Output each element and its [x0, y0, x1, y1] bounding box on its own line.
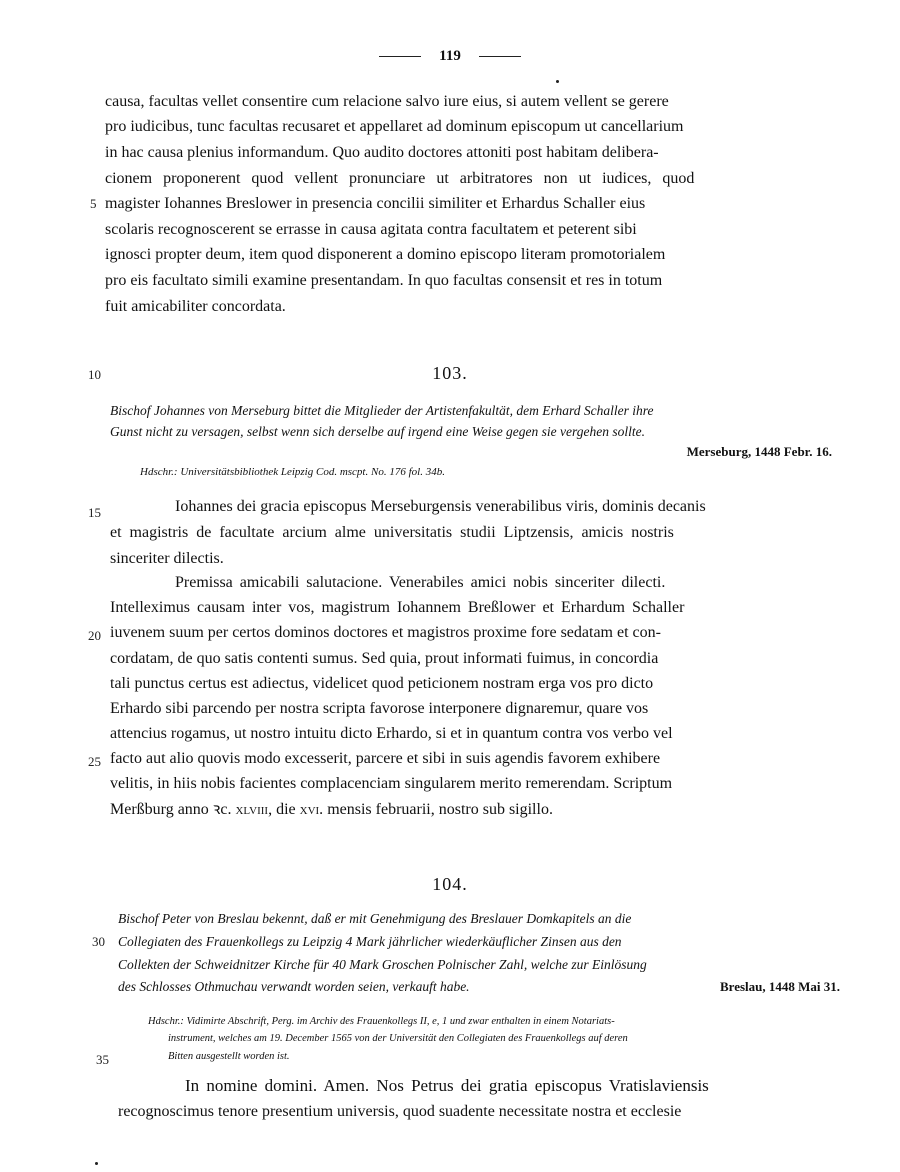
ink-speck — [95, 1162, 98, 1165]
page-header — [0, 48, 900, 65]
regest-line: des Schlosses Othmuchau verwandt worden seien, verkauft habe. — [118, 979, 470, 994]
ink-speck — [556, 80, 559, 83]
text-line: sinceriter dilectis. — [110, 550, 224, 567]
header-rule-right — [479, 56, 521, 57]
source-note: Hdschr.: Universitätsbibliothek Leipzig Cod. mscpt. No. 176 fol. 34b. — [140, 466, 445, 478]
text-line: iuvenem suum per certos dominos doctores et magistros proxime fore sedatam et con- — [110, 624, 661, 641]
text-line: Iohannes dei gracia episcopus Merseburgensis venerabilibus viris, dominis decanis — [175, 498, 706, 515]
header-rule-left — [379, 56, 421, 57]
text-line: causa, facultas vellet consentire cum relacione salvo iure eius, si autem vellent se gerere — [105, 93, 669, 110]
regest-line: Collegiaten des Frauenkollegs zu Leipzig 4 Mark jährlicher wiederkäuflicher Zinsen aus den — [118, 934, 622, 949]
text-line: pro iudicibus, tunc facultas recusaret et appellaret ad dominum episcopum ut cancellarium — [105, 118, 684, 135]
source-note: Hdschr.: Vidimirte Abschrift, Perg. im Archiv des Frauenkollegs II, e, 1 und zwar enthalten in einem Notariats- — [148, 1016, 615, 1027]
document-number-104: 104. — [432, 874, 468, 894]
regest-line: Collekten der Schweidnitzer Kirche für 40 Mark Groschen Polnischer Zahl, welche zur Einlösung — [118, 957, 647, 972]
text-line: velitis, in hiis nobis facientes complacenciam singularem merito remerendam. Scriptum — [110, 775, 673, 792]
regest-line: Gunst nicht zu versagen, selbst wenn sich derselbe auf irgend eine Weise gegen sie vergehen sollte. — [110, 424, 646, 439]
closing-middle: , die — [268, 801, 296, 818]
closing-prefix: Merßburg anno ꝛc. — [110, 801, 232, 818]
closing-year: xlviii — [235, 801, 269, 818]
text-line: pro eis facultato simili examine presentandam. In quo facultas consensit et res in totum — [105, 272, 663, 289]
line-number: 15 — [88, 505, 101, 520]
line-number: 10 — [88, 367, 101, 382]
text-line: scolaris recognoscerent se errasse in causa agitata contra facultatem et peterent sibi — [105, 221, 637, 238]
text-line: Erhardo sibi parcendo per nostra scripta favorose interponere dignaremur, quare vos — [110, 700, 649, 717]
text-line: facto aut alio quovis modo excesserit, parcere et sibi in suis agendis favorem exhibere — [110, 750, 661, 767]
line-number: 35 — [96, 1052, 109, 1067]
text-line: magister Iohannes Breslower in presencia concilii similiter et Erhardus Schaller eius — [105, 195, 646, 212]
line-number: 30 — [92, 934, 105, 949]
closing-line — [110, 800, 553, 820]
line-number: 20 — [88, 628, 101, 643]
text-line: recognoscimus tenore presentium universis, quod suadente necessitate nostra et ecclesie — [118, 1103, 682, 1120]
text-line: attencius rogamus, ut nostro intuitu dicto Erhardo, si et in quantum contra vos verbo vel — [110, 725, 673, 742]
document-date: Breslau, 1448 Mai 31. — [719, 979, 840, 994]
text-line: fuit amicabiliter concordata. — [105, 298, 286, 315]
closing-day: xvi. — [299, 801, 324, 818]
line-number: 25 — [88, 754, 101, 769]
page-number: 119 — [439, 48, 461, 64]
text-line: Intelleximus causam inter vos, magistrum Iohannem Breßlower et Erhardum Schaller — [110, 599, 685, 616]
regest-line: Bischof Peter von Breslau bekennt, daß er mit Genehmigung des Breslauer Domkapitels an die — [118, 911, 632, 926]
document-date: Merseburg, 1448 Febr. 16. — [686, 444, 832, 459]
document-number-103: 103. — [432, 363, 468, 383]
source-note: instrument, welches am 19. December 1565 von der Universität den Collegiaten des Frauenkollegs auf deren — [168, 1033, 628, 1044]
closing-suffix: mensis februarii, nostro sub sigillo. — [327, 801, 553, 818]
source-note: Bitten ausgestellt worden ist. — [168, 1051, 290, 1062]
text-line: tali punctus certus est adiectus, videlicet quod peticionem nostram erga vos pro dicto — [110, 675, 654, 692]
text-line: ignosci propter deum, item quod disponerent a domino episcopo literam promotorialem — [105, 246, 666, 263]
text-line: Premissa amicabili salutacione. Venerabiles amici nobis sinceriter dilecti. — [175, 574, 666, 591]
line-number: 5 — [90, 196, 97, 211]
text-line: et magistris de facultate arcium alme universitatis studii Liptzensis, amicis nostris — [110, 524, 674, 541]
text-line: in hac causa plenius informandum. Quo audito doctores attoniti post habitam delibera- — [105, 144, 659, 161]
regest-line: Bischof Johannes von Merseburg bittet die Mitglieder der Artistenfakultät, dem Erhard Schaller ihre — [110, 403, 654, 418]
text-line: In nomine domini. Amen. Nos Petrus dei gratia episcopus Vratislaviensis — [185, 1076, 709, 1095]
text-line: cordatam, de quo satis contenti sumus. Sed quia, prout informati fuimus, in concordia — [110, 650, 659, 667]
text-line: cionem proponerent quod vellent pronunciare ut arbitratores non ut iudices, quod — [105, 170, 695, 187]
